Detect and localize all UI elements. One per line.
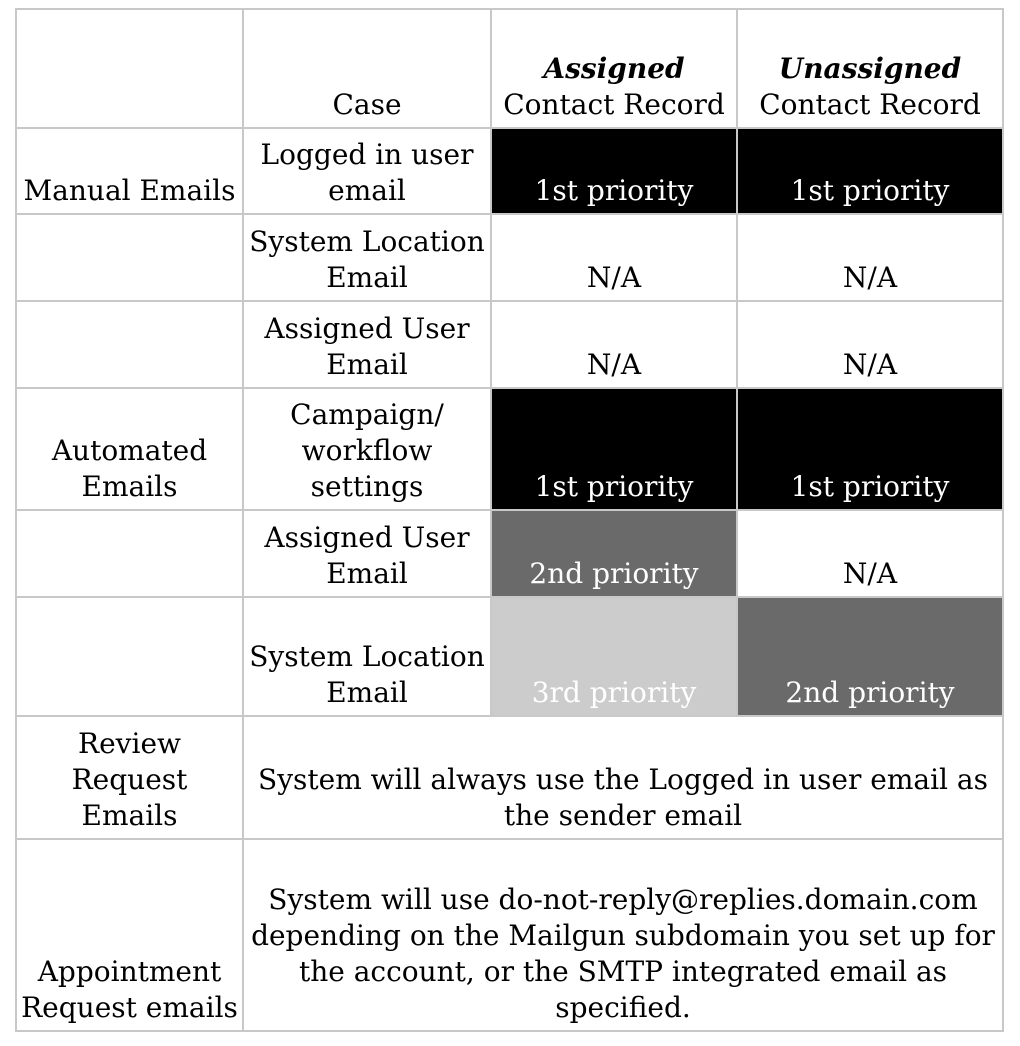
header-row <box>16 9 1003 128</box>
case-cell: Assigned User Email <box>243 301 491 388</box>
assigned-priority-cell <box>491 510 737 597</box>
appointment-group-cell: Appointment Request emails <box>16 839 243 1031</box>
assigned-priority-cell <box>491 128 737 214</box>
assigned-priority-cell <box>491 597 737 716</box>
priority-label: 2nd priority <box>529 557 699 590</box>
unassigned-priority-cell <box>737 301 1003 388</box>
header-assigned-emphasis: Assigned <box>543 52 685 85</box>
appointment-request-row <box>16 839 1003 1031</box>
unassigned-priority-cell <box>737 388 1003 510</box>
priority-label: N/A <box>586 261 642 294</box>
table-row <box>16 301 1003 388</box>
group-cell <box>16 214 243 301</box>
header-unassigned-subtitle: Contact Record <box>759 88 981 121</box>
unassigned-priority-cell <box>737 214 1003 301</box>
table-row <box>16 214 1003 301</box>
assigned-priority-cell <box>491 214 737 301</box>
case-cell: System Location Email <box>243 597 491 716</box>
unassigned-priority-cell <box>737 128 1003 214</box>
priority-label: N/A <box>842 348 898 381</box>
priority-label: 1st priority <box>790 174 950 207</box>
priority-label: 1st priority <box>534 470 694 503</box>
priority-label: 1st priority <box>534 174 694 207</box>
unassigned-priority-cell <box>737 510 1003 597</box>
review-request-row <box>16 716 1003 839</box>
priority-label: 2nd priority <box>785 676 955 709</box>
priority-label: N/A <box>842 261 898 294</box>
appointment-note-cell: System will use do-not-reply@replies.domain.com depending on the Mailgun subdomain you set up for the account, or the SMTP integrated email as specified. <box>243 839 1003 1031</box>
priority-label: 1st priority <box>790 470 950 503</box>
assigned-priority-cell <box>491 388 737 510</box>
group-cell: Manual Emails <box>16 128 243 214</box>
group-cell <box>16 597 243 716</box>
table-row <box>16 128 1003 214</box>
table-row <box>16 597 1003 716</box>
priority-label: N/A <box>586 348 642 381</box>
priority-label: 3rd priority <box>531 676 697 709</box>
header-group-cell <box>16 9 243 128</box>
unassigned-priority-cell <box>737 597 1003 716</box>
group-cell <box>16 301 243 388</box>
priority-label: N/A <box>842 557 898 590</box>
header-unassigned-cell <box>737 9 1003 128</box>
case-cell: Assigned User Email <box>243 510 491 597</box>
assigned-priority-cell <box>491 301 737 388</box>
header-case-cell <box>243 9 491 128</box>
table-row <box>16 510 1003 597</box>
case-cell: Logged in user email <box>243 128 491 214</box>
review-group-cell: Review Request Emails <box>16 716 243 839</box>
header-unassigned-emphasis: Unassigned <box>778 52 962 85</box>
header-assigned-cell <box>491 9 737 128</box>
group-cell <box>16 510 243 597</box>
header-assigned-subtitle: Contact Record <box>503 88 725 121</box>
sender-priority-table <box>15 8 1004 1032</box>
table-row <box>16 388 1003 510</box>
case-cell: Campaign/ workflow settings <box>243 388 491 510</box>
header-case-label: Case <box>332 88 402 121</box>
case-cell: System Location Email <box>243 214 491 301</box>
group-cell: Automated Emails <box>16 388 243 510</box>
review-note-cell: System will always use the Logged in user email as the sender email <box>243 716 1003 839</box>
